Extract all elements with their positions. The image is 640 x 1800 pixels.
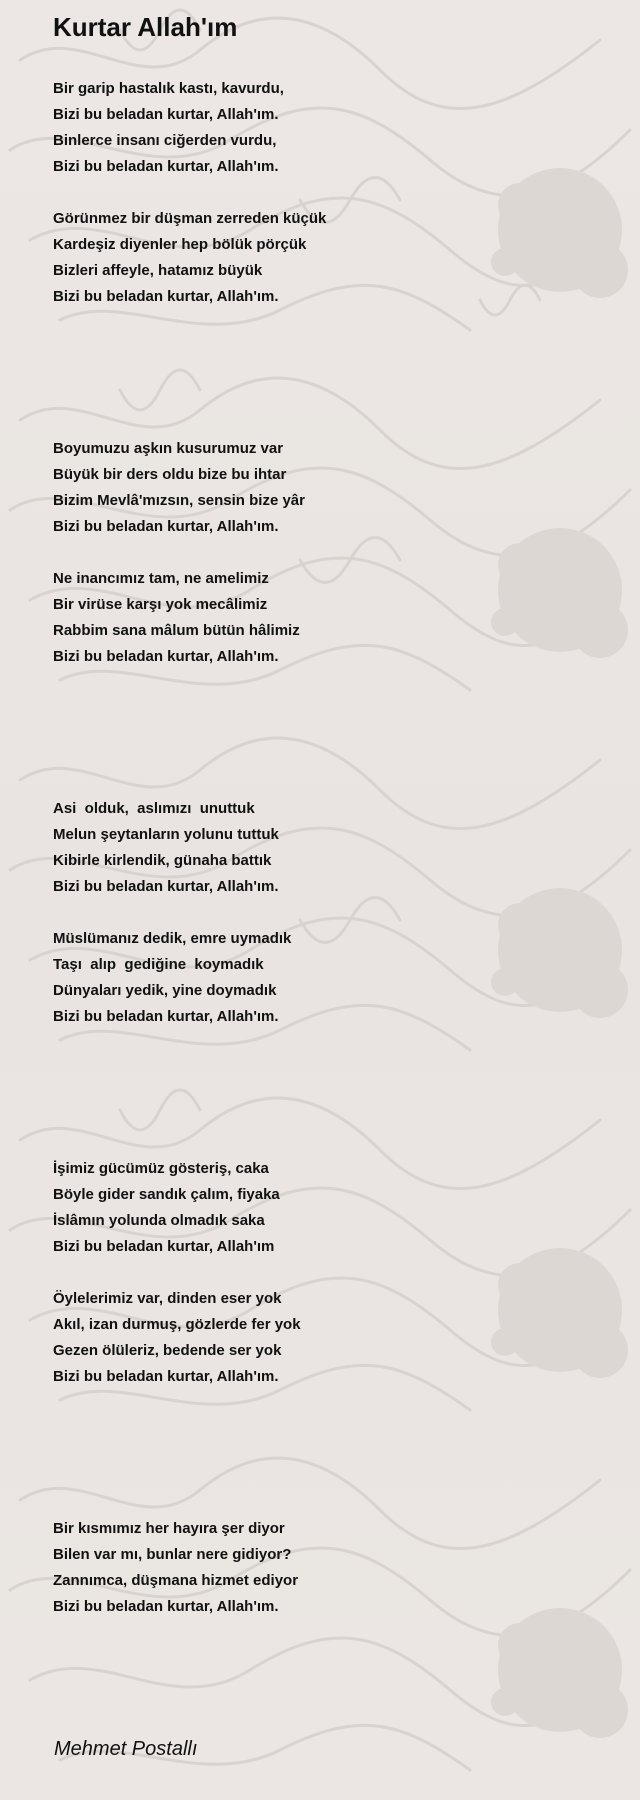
poem-line: Bizi bu beladan kurtar, Allah'ım. bbox=[53, 158, 279, 175]
poem-line: Rabbim sana mâlum bütün hâlimiz bbox=[53, 622, 300, 639]
poem-line: Ne inancımız tam, ne amelimiz bbox=[53, 570, 269, 587]
poem-line: Bizi bu beladan kurtar, Allah'ım. bbox=[53, 878, 279, 895]
poem-line: İslâmın yolunda olmadık saka bbox=[53, 1212, 265, 1229]
poem-line: Taşı alıp gediğine koymadık bbox=[53, 956, 264, 973]
poem-line: Bizi bu beladan kurtar, Allah'ım. bbox=[53, 648, 279, 665]
poem-line: Kibirle kirlendik, günaha battık bbox=[53, 852, 272, 869]
stanza bbox=[53, 1156, 280, 1260]
poem-line: Bizim Mevlâ'mızsın, sensin bize yâr bbox=[53, 492, 305, 509]
stanza bbox=[53, 206, 326, 310]
poem-title: Kurtar Allah'ım bbox=[53, 12, 238, 42]
poem-line: Bizi bu beladan kurtar, Allah'ım. bbox=[53, 1368, 279, 1385]
poem-line: Müslümanız dedik, emre uymadık bbox=[53, 930, 292, 947]
poem-line: Melun şeytanların yolunu tuttuk bbox=[53, 826, 279, 843]
stanza bbox=[53, 1286, 301, 1390]
poem-line: Bilen var mı, bunlar nere gidiyor? bbox=[53, 1546, 292, 1563]
poem-line: Bizi bu beladan kurtar, Allah'ım. bbox=[53, 1598, 279, 1615]
poem-line: Dünyaları yedik, yine doymadık bbox=[53, 982, 277, 999]
poem-line: Bizi bu beladan kurtar, Allah'ım. bbox=[53, 106, 279, 123]
stanza bbox=[53, 796, 279, 900]
poem-line: Bizi bu beladan kurtar, Allah'ım bbox=[53, 1238, 275, 1255]
poem-line: Bizi bu beladan kurtar, Allah'ım. bbox=[53, 518, 279, 535]
poem-line: Bir virüse karşı yok mecâlimiz bbox=[53, 596, 268, 613]
stanza bbox=[53, 436, 305, 540]
stanza bbox=[53, 1516, 298, 1620]
stanza bbox=[53, 926, 291, 1030]
poem-line: Bizi bu beladan kurtar, Allah'ım. bbox=[53, 288, 279, 305]
poem-line: Boyumuzu aşkın kusurumuz var bbox=[53, 440, 284, 457]
poem-line: Öylelerimiz var, dinden eser yok bbox=[53, 1290, 282, 1307]
stanza bbox=[53, 566, 300, 670]
poem-line: Asi olduk, aslımızı unuttuk bbox=[53, 800, 255, 817]
poem-line: Akıl, izan durmuş, gözlerde fer yok bbox=[53, 1316, 301, 1333]
poem-line: Bir garip hastalık kastı, kavurdu, bbox=[53, 80, 284, 97]
poem-author: Mehmet Postallı bbox=[54, 1738, 198, 1760]
poem-line: Zannımca, düşmana hizmet ediyor bbox=[53, 1572, 299, 1589]
poem-line: Kardeşiz diyenler hep bölük pörçük bbox=[53, 236, 307, 253]
poem-line: Böyle gider sandık çalım, fiyaka bbox=[53, 1186, 280, 1203]
poem-line: Bir kısmımız her hayıra şer diyor bbox=[53, 1520, 285, 1537]
poem-line: İşimiz gücümüz gösteriş, caka bbox=[53, 1160, 269, 1177]
poem-line: Görünmez bir düşman zerreden küçük bbox=[53, 210, 327, 227]
poem-line: Bizleri affeyle, hatamız büyük bbox=[53, 262, 263, 279]
poem-line: Binlerce insanı ciğerden vurdu, bbox=[53, 132, 277, 149]
stanza bbox=[53, 76, 284, 180]
poem-line: Gezen ölüleriz, bedende ser yok bbox=[53, 1342, 282, 1359]
poem-line: Bizi bu beladan kurtar, Allah'ım. bbox=[53, 1008, 279, 1025]
poem-line: Büyük bir ders oldu bize bu ihtar bbox=[53, 466, 287, 483]
